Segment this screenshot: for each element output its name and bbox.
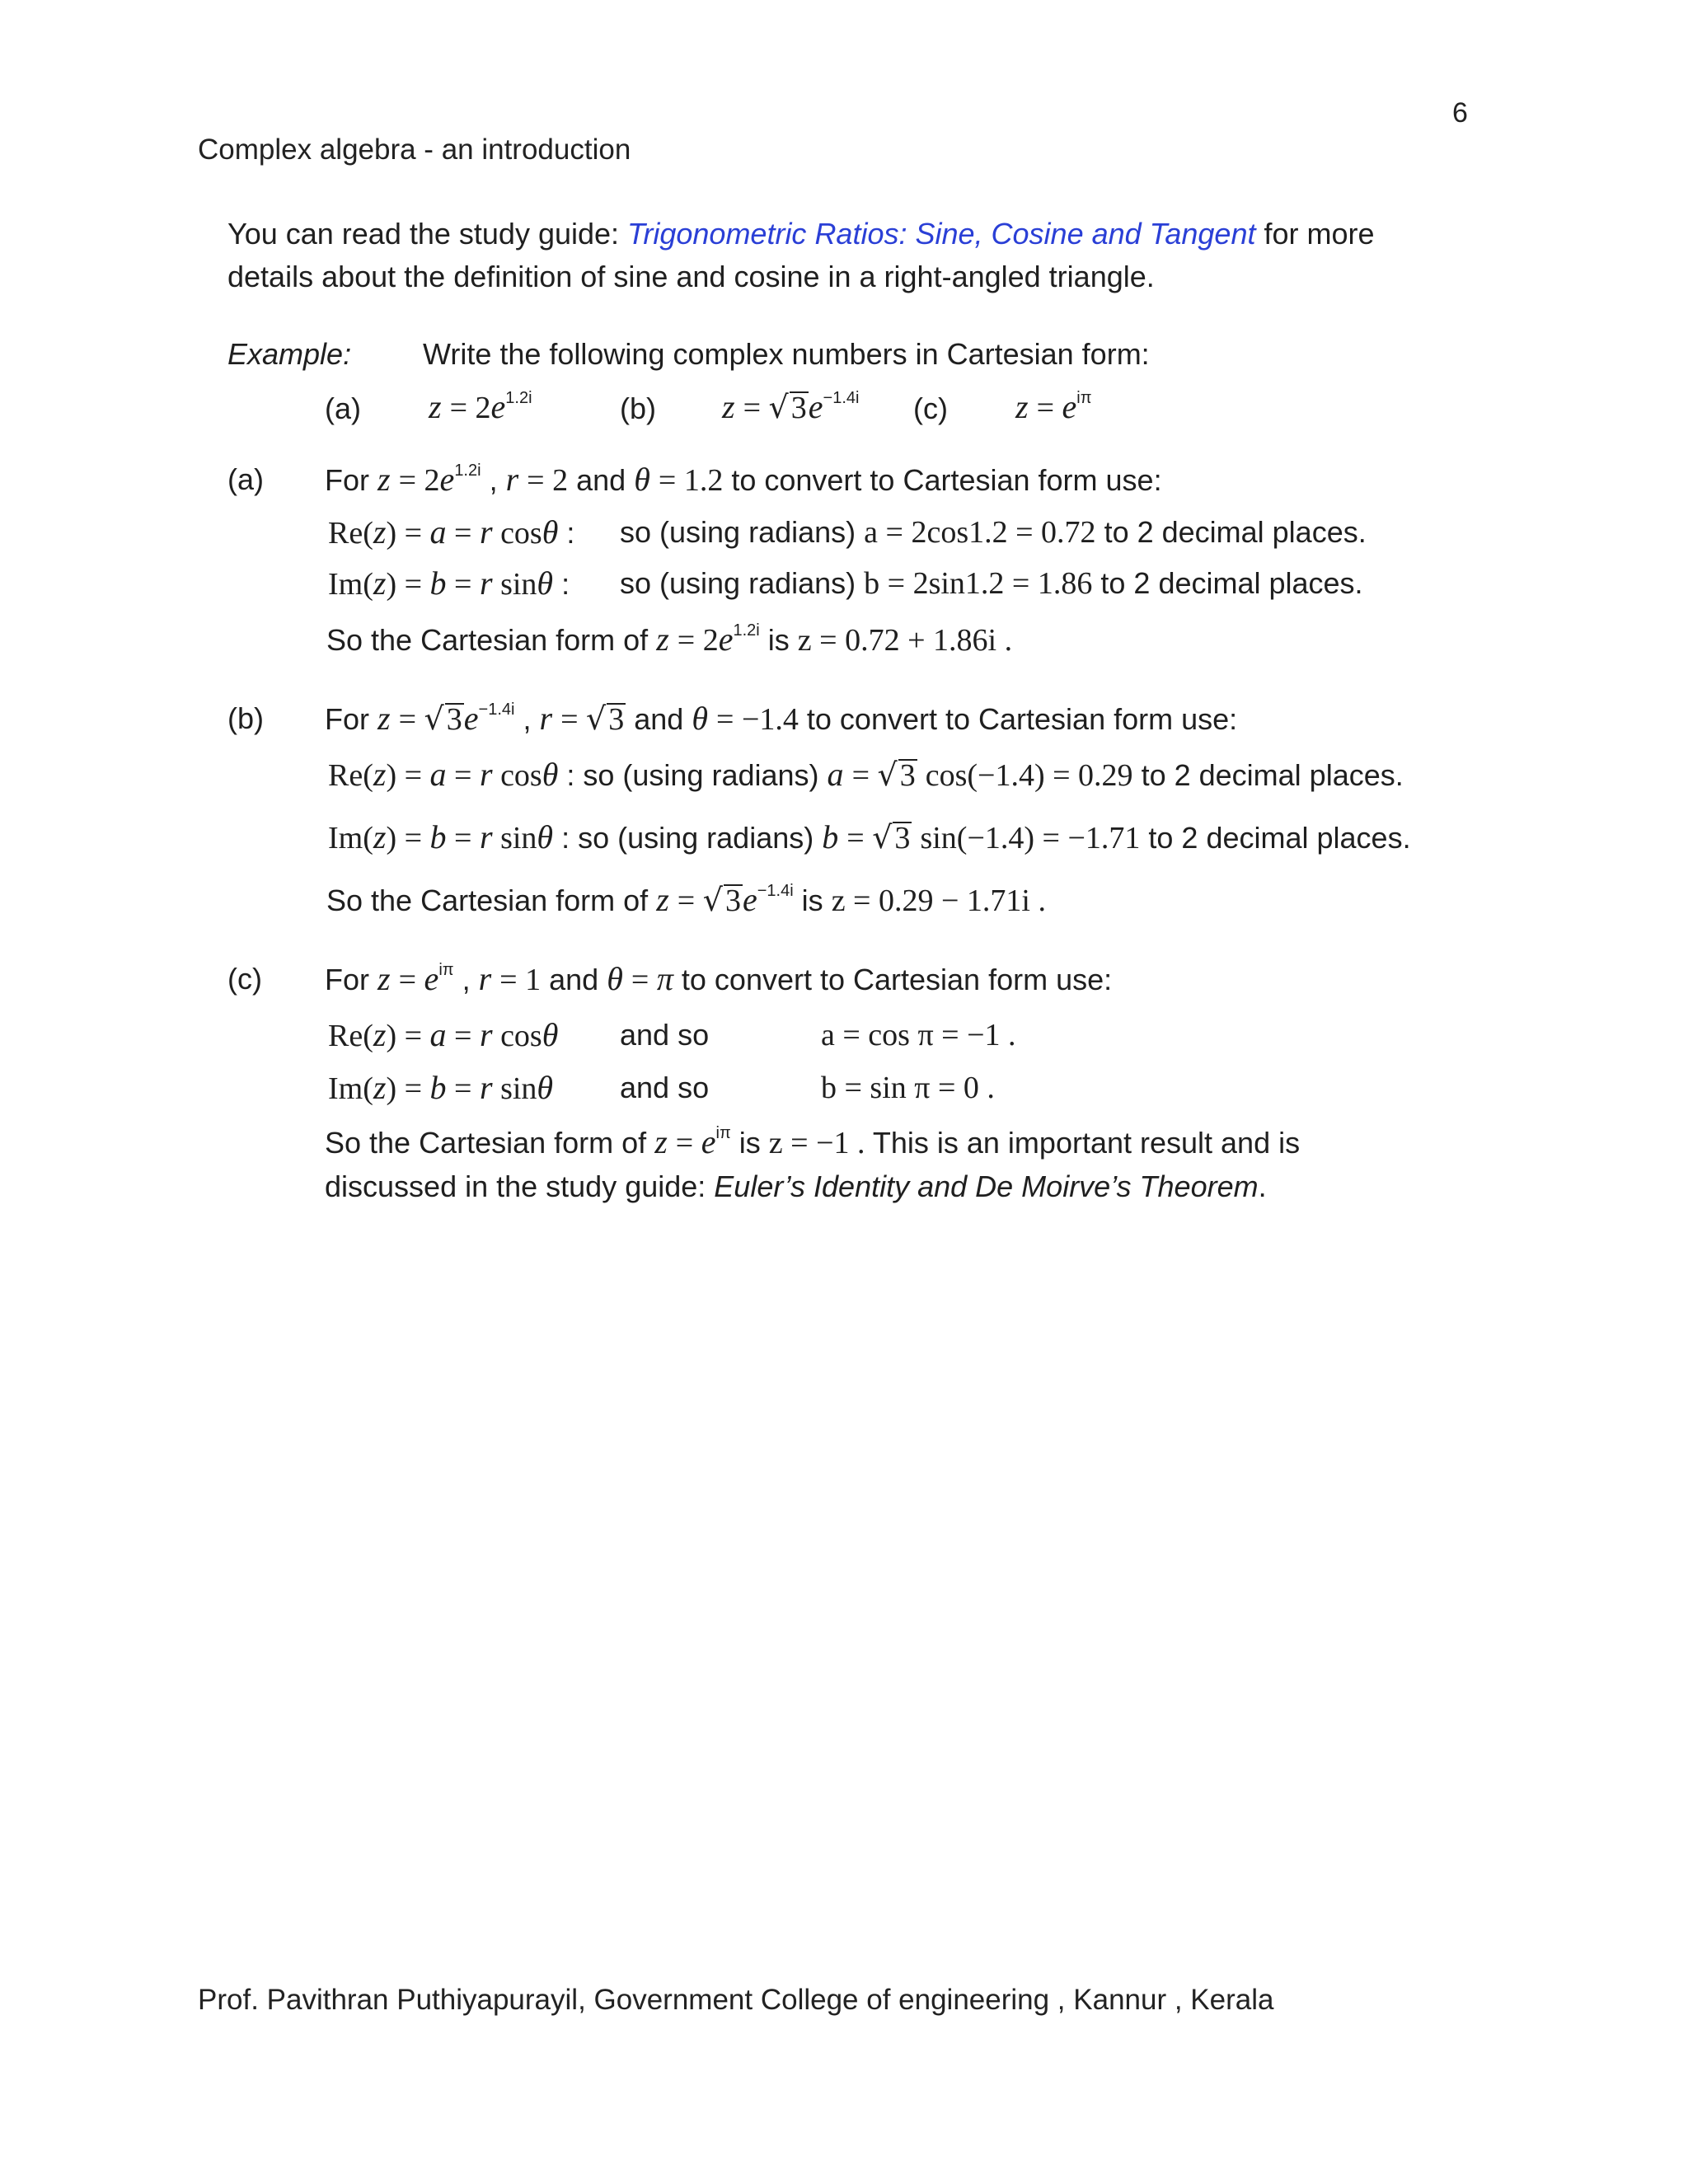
example-prompt: Write the following complex numbers in Cartesian form: — [423, 337, 1150, 371]
and-text: and — [549, 963, 599, 996]
so-text: So the Cartesian form of — [326, 883, 649, 917]
note-text: This is an important result and is — [872, 1126, 1301, 1160]
intro-line-2: details about the definition of sine and cosine in a right-angled triangle. — [227, 260, 1155, 293]
part-a-im-text — [620, 562, 1363, 605]
is-text: is — [767, 623, 790, 657]
intro-text-post: for more — [1255, 217, 1375, 251]
study-guide-ref-euler: Euler’s Identity and De Moirve’s Theorem — [714, 1169, 1259, 1203]
part-c-line2 — [325, 1165, 1267, 1208]
part-c-re-value: a = cos π = −1 . — [821, 1018, 1016, 1052]
re-value: a = 2cos1.2 = 0.72 — [864, 515, 1096, 550]
im-value: sin(−1.4) = −1.71 — [920, 821, 1141, 855]
re-text: so (using radians) — [583, 758, 819, 792]
example-label: Example: — [227, 337, 352, 371]
and-text: and — [634, 702, 684, 736]
part-a-re-formula: Re(z) = a = r cosθ : — [328, 513, 575, 551]
study-guide-link-trig[interactable]: Trigonometric Ratios: Sine, Cosine and Tangent — [627, 217, 1256, 251]
example-b-expr: $z = √3e^{-1.4i}$ — [722, 388, 860, 425]
part-a-intro: For $z = 2e^{1.2i}$ , r = 2 and θ = 1.2 to convert to Cartesian form use: — [325, 461, 1162, 498]
example-c-expr: $z = e^{i\pi}$ — [1015, 388, 1092, 425]
im-tail: to 2 decimal places. — [1148, 821, 1411, 855]
part-c-im-value: b = sin π = 0 . — [821, 1071, 995, 1105]
part-b-label: (b) — [227, 701, 264, 735]
re-tail: to 2 decimal places. — [1104, 515, 1367, 549]
part-a-result: So the Cartesian form of $z = 2e^{1.2i}$ is z = 0.72 + 1.86i . — [326, 621, 1013, 658]
part-b-im-line: Im(z) = b = r sinθ : so (using radians) b = √3 sin(−1.4) = −1.71 to 2 decimal places. — [328, 818, 1411, 855]
footer-author: Prof. Pavithran Puthiyapurayil, Government College of engineering , Kannur , Kerala — [198, 1984, 1274, 2016]
re-value: cos(−1.4) = 0.29 — [925, 758, 1133, 793]
so-text: So the Cartesian form of — [325, 1126, 647, 1160]
tail-text: to convert to Cartesian form use: — [681, 963, 1113, 996]
part-c-result: So the Cartesian form of $z = e^{i\pi}$ is z = −1 . This is an important result and is — [325, 1123, 1301, 1160]
im-tail: to 2 decimal places. — [1100, 566, 1363, 600]
header-title: Complex algebra - an introduction — [198, 134, 631, 166]
result-value: z = −1 . — [768, 1126, 865, 1160]
example-c-label: (c) — [913, 391, 948, 425]
part-c-im-andso: and so — [620, 1071, 710, 1104]
example-b-label: (b) — [620, 391, 656, 425]
example-a-label: (a) — [325, 391, 361, 425]
for-text: For — [325, 963, 369, 996]
im-text: so (using radians) — [620, 566, 856, 600]
part-a-label: (a) — [227, 462, 264, 496]
part-b-result: So the Cartesian form of $z = √3e^{-1.4i}$ is z = 0.29 − 1.71i . — [326, 881, 1046, 918]
page-number: 6 — [1452, 97, 1468, 129]
part-a-im-formula: Im(z) = b = r sinθ : — [328, 565, 570, 602]
is-text: is — [801, 883, 823, 917]
part-b-intro: For $z = √3e^{-1.4i}$ , r = √3 and θ = −1.4 to convert to Cartesian form use: — [325, 700, 1238, 737]
part-c-label: (c) — [227, 962, 262, 996]
tail-text: to convert to Cartesian form use: — [731, 463, 1162, 497]
is-text: is — [738, 1126, 761, 1160]
so-text: So the Cartesian form of — [326, 623, 649, 657]
intro-text: You can read the study guide: — [227, 217, 628, 251]
line2-post: . — [1258, 1169, 1267, 1203]
re-text: so (using radians) — [620, 515, 856, 549]
part-c-re-formula: Re(z) = a = r cosθ — [328, 1016, 559, 1053]
for-text: For — [325, 702, 369, 736]
result-value: z = 0.29 − 1.71i . — [831, 883, 1046, 918]
part-c-re-andso: and so — [620, 1018, 710, 1052]
part-b-re-line: Re(z) = a = r cosθ : so (using radians) a = √3 cos(−1.4) = 0.29 to 2 decimal places. — [328, 756, 1404, 793]
part-a-re-text — [620, 511, 1367, 554]
line2-pre: discussed in the study guide: — [325, 1169, 715, 1203]
example-a-expr: $z = 2e^{1.2i}$ — [429, 388, 532, 425]
im-value: b = 2sin1.2 = 1.86 — [864, 566, 1093, 601]
part-c-intro: For $z = e^{i\pi}$ , r = 1 and θ = π to convert to Cartesian form use: — [325, 960, 1113, 997]
for-text: For — [325, 463, 369, 497]
im-text: so (using radians) — [578, 821, 814, 855]
re-tail: to 2 decimal places. — [1141, 758, 1404, 792]
intro-line-1 — [227, 213, 1375, 255]
result-value: z = 0.72 + 1.86i . — [797, 623, 1013, 658]
part-c-im-formula: Im(z) = b = r sinθ — [328, 1069, 554, 1106]
and-text: and — [576, 463, 626, 497]
tail-text: to convert to Cartesian form use: — [806, 702, 1238, 736]
